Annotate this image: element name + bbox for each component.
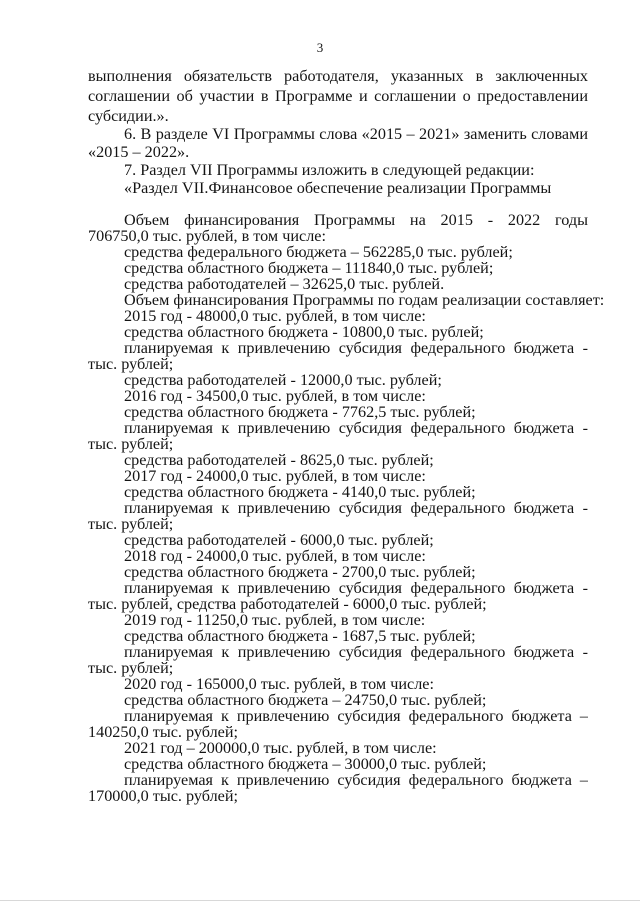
text-line: 7. Раздел VII Программы изложить в следующей редакции:: [124, 161, 535, 179]
text-line: средства областного бюджета - 10800,0 тыс. рублей;: [124, 323, 484, 341]
text-line: средства федерального бюджета – 562285,0 тыс. рублей;: [124, 243, 513, 261]
text-line: средства областного бюджета - 1687,5 тыс. рублей;: [124, 627, 476, 645]
page-number: 3: [316, 40, 324, 55]
text-line: тыс. рублей;: [88, 435, 174, 453]
text-line: 2016 год - 34500,0 тыс. рублей, в том числе:: [124, 387, 426, 405]
text-line: тыс. рублей;: [88, 515, 174, 533]
text-line: планируемая к привлечению субсидия федерального бюджета –: [124, 707, 588, 725]
text-line: планируемая к привлечению субсидия федерального бюджета -: [124, 499, 588, 517]
page-bottom-rule: [0, 900, 640, 901]
text-line: 2018 год - 24000,0 тыс. рублей, в том числе:: [124, 547, 426, 565]
section-heading: «Раздел VII.Финансовое обеспечение реализации Программы: [124, 179, 552, 197]
text-line: планируемая к привлечению субсидия федерального бюджета -: [124, 579, 588, 597]
text-line: тыс. рублей;: [88, 659, 174, 677]
text-line: средства областного бюджета – 30000,0 тыс. рублей;: [124, 755, 487, 773]
text-line: соглашении об участии в Программе и соглашении о предоставлении: [88, 87, 588, 105]
text-line: тыс. рублей, средства работодателей - 6000,0 тыс. рублей;: [88, 595, 487, 613]
text-line: 2017 год - 24000,0 тыс. рублей, в том числе:: [124, 467, 426, 485]
text-line: планируемая к привлечению субсидия федерального бюджета -: [124, 643, 588, 661]
text-line: средства областного бюджета – 24750,0 тыс. рублей;: [124, 691, 487, 709]
text-line: Объем финансирования Программы по годам реализации составляет:: [124, 291, 605, 309]
text-line: 2019 год - 11250,0 тыс. рублей, в том числе:: [124, 611, 426, 629]
text-line: «2015 – 2022».: [88, 143, 190, 161]
text-line: средства областного бюджета – 111840,0 тыс. рублей;: [124, 259, 494, 277]
text-line: 140250,0 тыс. рублей;: [88, 723, 238, 741]
text-line: планируемая к привлечению субсидия федерального бюджета -: [124, 339, 588, 357]
text-line: планируемая к привлечению субсидия федерального бюджета -: [124, 419, 588, 437]
text-line: тыс. рублей;: [88, 355, 174, 373]
text-line: 6. В разделе VI Программы слова «2015 – 2021» заменить словами: [124, 125, 588, 143]
text-line: средства областного бюджета - 7762,5 тыс. рублей;: [124, 403, 476, 421]
text-line: 706750,0 тыс. рублей, в том числе:: [88, 227, 326, 245]
text-line: 170000,0 тыс. рублей;: [88, 787, 238, 805]
text-line: Объем финансирования Программы на 2015 - 2022 годы: [124, 211, 588, 229]
text-line: средства работодателей – 32625,0 тыс. рублей.: [124, 275, 445, 293]
text-line: планируемая к привлечению субсидия федерального бюджета –: [124, 771, 588, 789]
text-line: средства работодателей - 6000,0 тыс. рублей;: [124, 531, 434, 549]
text-line: 2020 год - 165000,0 тыс. рублей, в том числе:: [124, 675, 434, 693]
text-line: средства работодателей - 8625,0 тыс. рублей;: [124, 451, 434, 469]
text-line: средства работодателей - 12000,0 тыс. рублей;: [124, 371, 442, 389]
text-line: субсидии.».: [88, 107, 169, 125]
text-line: средства областного бюджета - 4140,0 тыс. рублей;: [124, 483, 476, 501]
text-line: средства областного бюджета - 2700,0 тыс. рублей;: [124, 563, 476, 581]
text-line: выполнения обязательств работодателя, указанных в заключенных: [88, 67, 588, 85]
text-line: 2021 год – 200000,0 тыс. рублей, в том числе:: [124, 739, 437, 757]
text-line: 2015 год - 48000,0 тыс. рублей, в том числе:: [124, 307, 426, 325]
